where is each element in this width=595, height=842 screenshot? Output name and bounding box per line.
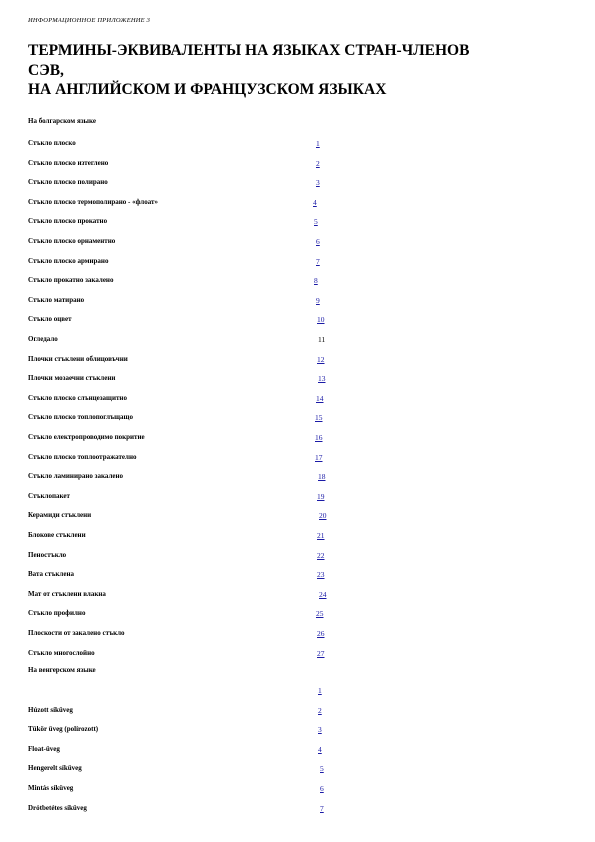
term-number-link[interactable]: 1 bbox=[316, 139, 320, 148]
term-label: Мат от стъклени влакна bbox=[28, 589, 106, 598]
term-row bbox=[0, 413, 595, 425]
term-number-link[interactable]: 23 bbox=[317, 570, 325, 580]
pre-title: ИНФОРМАЦИОННОЕ ПРИЛОЖЕНИЕ 3 bbox=[28, 17, 151, 24]
term-label: Drótbetétes síküveg bbox=[28, 803, 87, 812]
term-number-link[interactable]: 4 bbox=[318, 744, 322, 754]
term-label: Стъкло оцвет bbox=[28, 315, 72, 324]
term-label: Стъкло плоско топлоотражателно bbox=[28, 452, 137, 461]
term-row bbox=[0, 394, 595, 406]
title-line-2: СЭВ, bbox=[28, 61, 64, 79]
term-label: Стъкло многослойно bbox=[28, 648, 95, 657]
term-number-link[interactable]: 4 bbox=[313, 197, 317, 207]
term-label: Плочки стъклени облицовъчни bbox=[28, 354, 128, 363]
term-number: 11 bbox=[318, 335, 326, 344]
term-row bbox=[0, 551, 595, 563]
section-heading: На болгарском языке bbox=[28, 117, 96, 125]
term-row bbox=[0, 609, 595, 621]
term-label: Пеностъкло bbox=[28, 550, 67, 559]
term-label: Húzott síküveg bbox=[28, 705, 73, 714]
term-row bbox=[0, 237, 595, 249]
term-row bbox=[0, 784, 595, 796]
term-label: Стъкло електропроводимо покритие bbox=[28, 433, 145, 441]
term-row bbox=[0, 198, 595, 210]
term-number-link[interactable]: 3 bbox=[318, 725, 322, 735]
term-number-link[interactable]: 1 bbox=[318, 686, 322, 695]
section-heading: На венгерском языке bbox=[28, 666, 96, 674]
term-number-link[interactable]: 5 bbox=[314, 217, 318, 227]
term-row bbox=[0, 686, 595, 698]
term-row bbox=[0, 217, 595, 229]
term-number-link[interactable]: 24 bbox=[319, 589, 327, 599]
term-label: Стъкло плоско полирано bbox=[28, 178, 108, 187]
term-row bbox=[0, 511, 595, 523]
term-number-link[interactable]: 16 bbox=[315, 433, 323, 442]
term-number-link[interactable]: 2 bbox=[316, 158, 320, 168]
term-number-link[interactable]: 22 bbox=[317, 550, 325, 560]
term-label: Блокове стъклени bbox=[28, 531, 86, 539]
term-row bbox=[0, 453, 595, 465]
term-number-link[interactable]: 8 bbox=[314, 276, 318, 286]
term-label: Стъкло профилно bbox=[28, 609, 86, 618]
term-label: Стъкло плоско орнаментно bbox=[28, 237, 116, 245]
term-number-link[interactable]: 21 bbox=[317, 531, 325, 540]
term-label: Плоскости от закалено стъкло bbox=[28, 629, 125, 637]
term-number-link[interactable]: 27 bbox=[317, 648, 325, 658]
term-label: Огледало bbox=[28, 335, 58, 343]
term-label: Стъкло плоско армирано bbox=[28, 256, 109, 265]
term-row bbox=[0, 315, 595, 327]
term-row bbox=[0, 374, 595, 386]
term-row bbox=[0, 335, 595, 347]
term-label: Float-üveg bbox=[28, 744, 60, 753]
term-row bbox=[0, 706, 595, 718]
term-number-link[interactable]: 26 bbox=[317, 629, 325, 638]
term-row bbox=[0, 570, 595, 582]
term-number-link[interactable]: 14 bbox=[316, 393, 324, 403]
term-number-link[interactable]: 10 bbox=[317, 315, 325, 325]
term-row bbox=[0, 472, 595, 484]
term-number-link[interactable]: 19 bbox=[317, 491, 325, 501]
term-row bbox=[0, 531, 595, 543]
page-title bbox=[28, 41, 568, 100]
term-number-link[interactable]: 20 bbox=[319, 511, 327, 521]
term-number-link[interactable]: 17 bbox=[315, 452, 323, 462]
term-label: Стъклопакет bbox=[28, 491, 70, 500]
term-label: Плочки мозаечни стъклени bbox=[28, 374, 116, 383]
term-label: Стъкло прокатно закалено bbox=[28, 276, 114, 285]
term-row bbox=[0, 629, 595, 641]
term-number-link[interactable]: 6 bbox=[320, 784, 324, 793]
term-number-link[interactable]: 2 bbox=[318, 705, 322, 715]
term-number-link[interactable]: 15 bbox=[315, 413, 323, 423]
term-number-link[interactable]: 25 bbox=[316, 609, 324, 619]
term-label: Tükör üveg (polírozott) bbox=[28, 725, 99, 734]
term-label: Стъкло плоско прокатно bbox=[28, 217, 108, 226]
term-row bbox=[0, 804, 595, 816]
term-row bbox=[0, 492, 595, 504]
term-row bbox=[0, 178, 595, 190]
term-number-link[interactable]: 18 bbox=[318, 472, 326, 482]
term-number-link[interactable]: 12 bbox=[317, 354, 325, 364]
term-row bbox=[0, 355, 595, 367]
term-number-link[interactable]: 3 bbox=[316, 178, 320, 188]
term-row bbox=[0, 257, 595, 269]
term-row bbox=[0, 725, 595, 737]
term-row bbox=[0, 159, 595, 171]
term-label: Стъкло плоско слънцезащитно bbox=[28, 393, 127, 402]
term-number-link[interactable]: 13 bbox=[318, 374, 326, 384]
term-row bbox=[0, 276, 595, 288]
title-line-1: ТЕРМИНЫ-ЭКВИВАЛЕНТЫ НА ЯЗЫКАХ СТРАН-ЧЛЕНОВ bbox=[28, 42, 470, 59]
term-label: Стъкло матирано bbox=[28, 295, 85, 304]
term-label: Стъкло плоско изтеглено bbox=[28, 158, 109, 167]
term-label: Стъкло плоско bbox=[28, 139, 76, 147]
term-number-link[interactable]: 6 bbox=[316, 237, 320, 246]
term-label: Hengerelt síküveg bbox=[28, 764, 82, 773]
term-number-link[interactable]: 9 bbox=[316, 295, 320, 305]
term-row bbox=[0, 590, 595, 602]
term-number-link[interactable]: 7 bbox=[316, 256, 320, 266]
term-number-link[interactable]: 5 bbox=[320, 764, 324, 774]
term-row bbox=[0, 139, 595, 151]
term-row bbox=[0, 296, 595, 308]
term-label: Вата стъклена bbox=[28, 570, 74, 579]
term-label: Стъкло плоско термополирано - «флоат» bbox=[28, 197, 158, 206]
term-label: Стъкло плоско топлопоглъщащо bbox=[28, 413, 133, 422]
term-label: Mintás síküveg bbox=[28, 784, 74, 792]
term-row bbox=[0, 745, 595, 757]
title-line-3: НА АНГЛИЙСКОМ И ФРАНЦУЗСКОМ ЯЗЫКАХ bbox=[28, 81, 387, 98]
term-label: Керамиди стъклени bbox=[28, 511, 92, 520]
term-number-link[interactable]: 7 bbox=[320, 803, 324, 813]
term-row bbox=[0, 649, 595, 661]
term-row bbox=[0, 764, 595, 776]
term-label: Стъкло ламинирано закалено bbox=[28, 472, 124, 481]
term-row bbox=[0, 433, 595, 445]
